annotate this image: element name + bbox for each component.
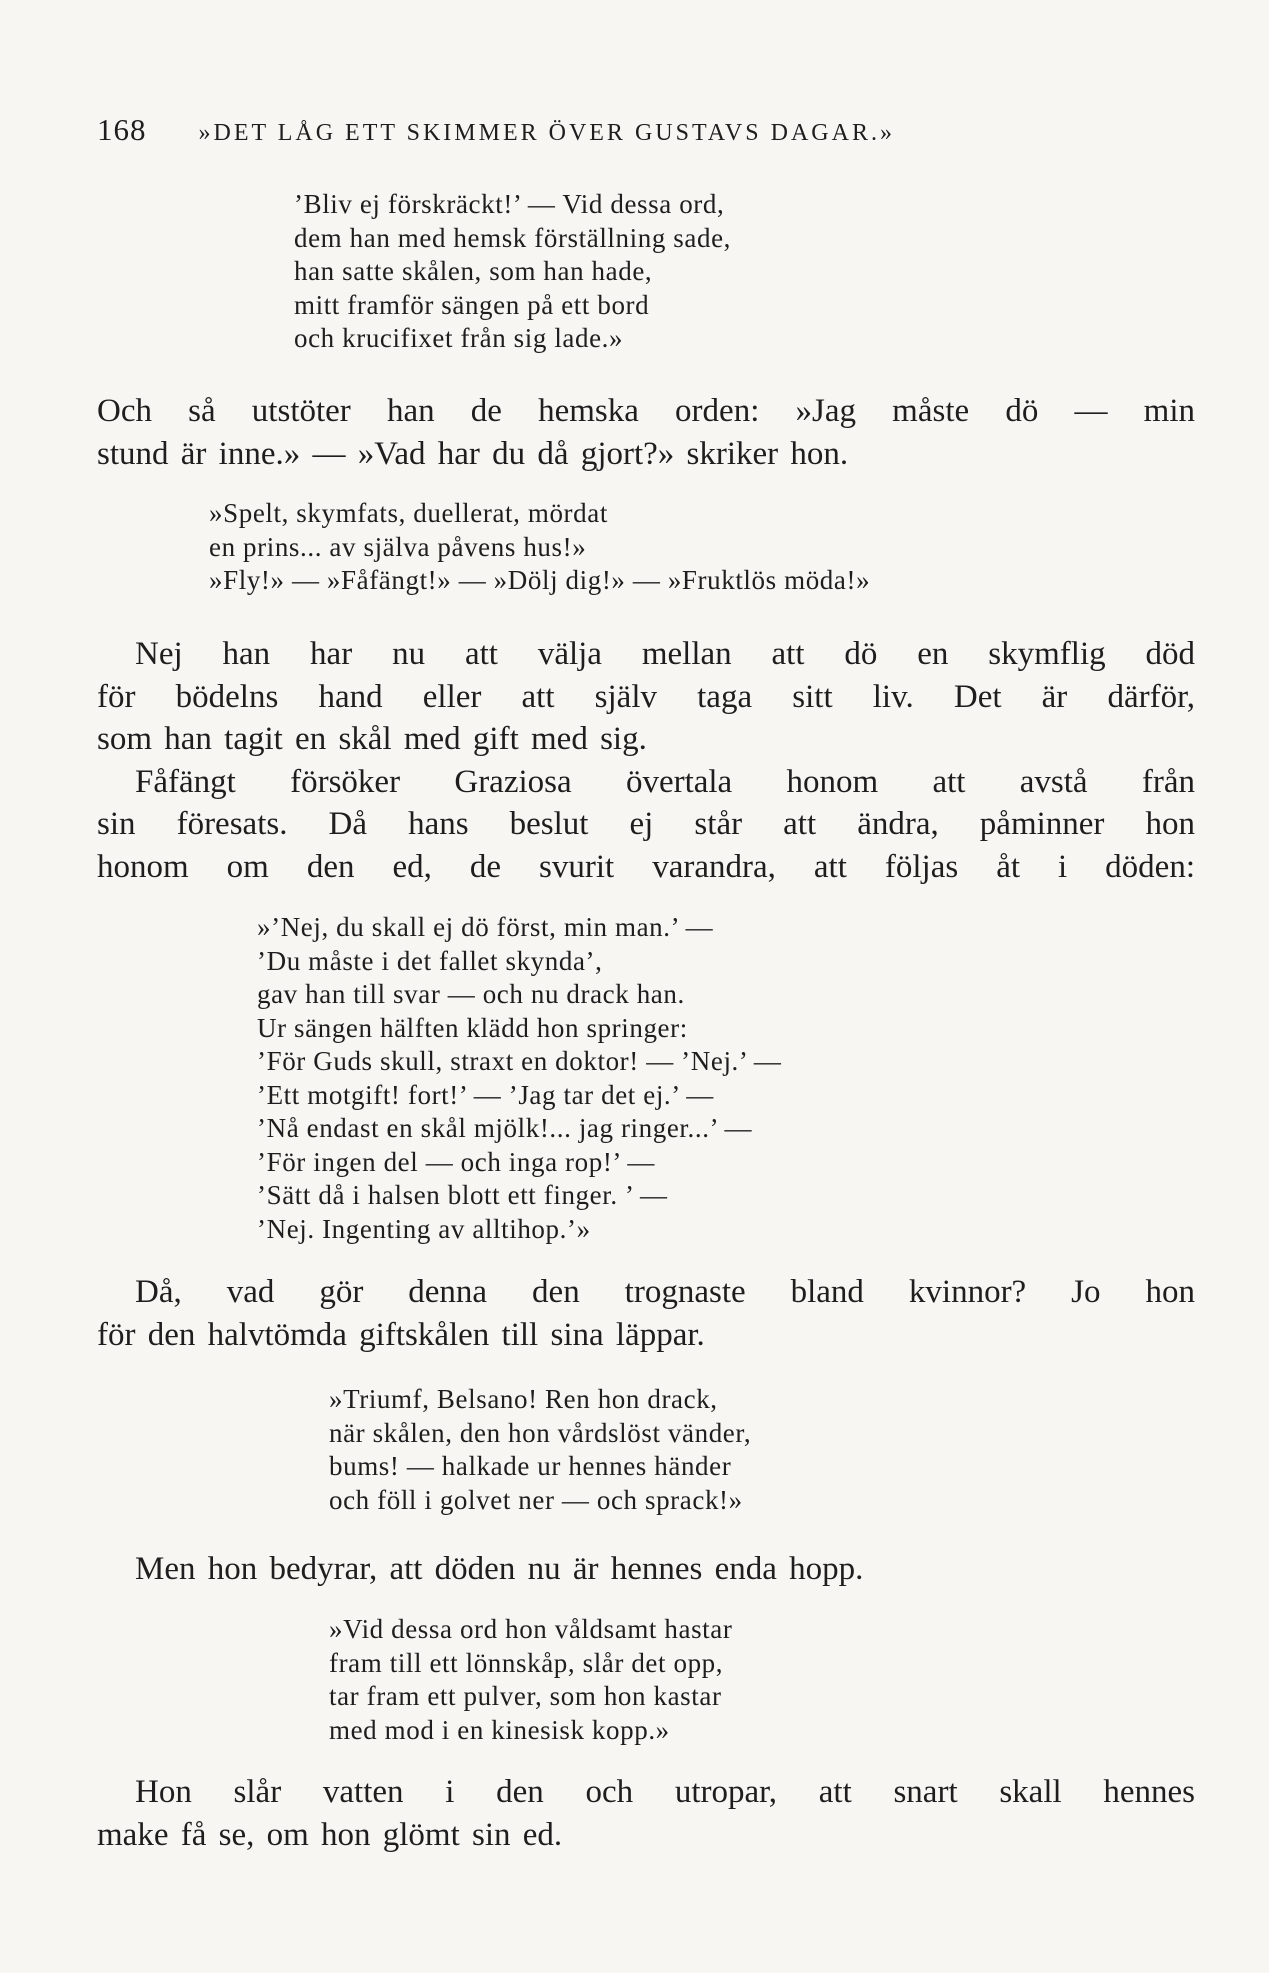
prose-line: stund är inne.» — »Vad har du då gjort?» skriker hon. xyxy=(97,435,849,472)
verse-line: och föll i golvet ner — och sprack!» xyxy=(329,1484,743,1515)
prose-line: Då, vad gör denna den trognaste bland kvinnor? Jo hon xyxy=(135,1274,1195,1310)
prose-line: Och så utstöter han de hemska orden: »Jag måste dö — min xyxy=(97,393,1195,429)
prose-line: sin föresats. Då hans beslut ej står att ändra, påminner hon xyxy=(97,806,1195,842)
verse-line: med mod i en kinesisk kopp.» xyxy=(329,1714,670,1745)
verse-line: »Vid dessa ord hon våldsamt hastar xyxy=(329,1614,733,1644)
verse-quote-1 xyxy=(294,188,731,356)
page-number: 168 xyxy=(97,112,147,147)
prose-line: Nej han har nu att välja mellan att dö en skymflig död xyxy=(135,636,1195,672)
prose-line: som han tagit en skål med gift med sig. xyxy=(97,721,647,757)
verse-line: dem han med hemsk förställning sade, xyxy=(294,222,732,253)
verse-line: ’Bliv ej förskräckt!’ — Vid dessa ord, xyxy=(294,189,725,219)
paragraph-2 xyxy=(97,633,1195,888)
verse-line: ’Nå endast en skål mjölk!... jag ringer...’ — xyxy=(257,1113,753,1143)
verse-line: mitt framför sängen på ett bord xyxy=(294,289,650,320)
prose-line: för bödelns hand eller att själv taga sitt liv. Det är därför, xyxy=(97,678,1195,715)
prose-line: Hon slår vatten i den och utropar, att snart skall hennes xyxy=(135,1774,1195,1810)
running-head xyxy=(97,112,1197,148)
verse-line: han satte skålen, som han hade, xyxy=(294,256,653,286)
verse-line: tar fram ett pulver, som hon kastar xyxy=(329,1681,722,1711)
verse-line: ’För Guds skull, straxt en doktor! — ’Nej.’ — xyxy=(257,1046,782,1076)
verse-line: när skålen, den hon vårdslöst vänder, xyxy=(329,1417,752,1448)
verse-line: »Spelt, skymfats, duellerat, mördat xyxy=(209,498,608,528)
prose-line: för den halvtömda giftskålen till sina läppar. xyxy=(97,1316,705,1353)
verse-line: ’Du måste i det fallet skynda’, xyxy=(257,945,603,976)
verse-quote-5 xyxy=(329,1613,732,1747)
verse-line: ’Ett motgift! fort!’ — ’Jag tar det ej.’ — xyxy=(257,1079,714,1110)
paragraph-3 xyxy=(97,1271,1195,1356)
paragraph-5 xyxy=(97,1771,1195,1856)
prose-line: honom om den ed, de svurit varandra, att följas åt i döden: xyxy=(97,848,1195,885)
paragraph-4 xyxy=(135,1548,1195,1591)
paragraph-1 xyxy=(97,390,1195,475)
verse-line: ’Nej. Ingenting av alltihop.’» xyxy=(257,1213,591,1244)
verse-line: fram till ett lönnskåp, slår det opp, xyxy=(329,1647,724,1678)
verse-line: bums! — halkade ur hennes händer xyxy=(329,1451,732,1481)
verse-line: ’För ingen del — och inga rop!’ — xyxy=(257,1146,655,1177)
verse-line: och krucifixet från sig lade.» xyxy=(294,323,624,353)
verse-line: gav han till svar — och nu drack han. xyxy=(257,979,685,1009)
prose-line: Fåfängt försöker Graziosa övertala honom att avstå från xyxy=(135,763,1195,800)
verse-line: »Triumf, Belsano! Ren hon drack, xyxy=(329,1384,718,1414)
running-title: »DET LÅG ETT SKIMMER ÖVER GUSTAVS DAGAR.» xyxy=(198,120,895,146)
prose-line: make få se, om hon glömt sin ed. xyxy=(97,1816,563,1853)
verse-line: »’Nej, du skall ej dö först, min man.’ — xyxy=(257,912,714,942)
prose-line: Men hon bedyrar, att döden nu är hennes enda hopp. xyxy=(135,1551,864,1587)
verse-quote-4 xyxy=(329,1383,751,1517)
verse-quote-3 xyxy=(257,911,781,1246)
verse-line: en prins... av själva påvens hus!» xyxy=(209,531,587,562)
verse-line: ’Sätt då i halsen blott ett finger. ’ — xyxy=(257,1180,668,1210)
verse-line: Ur sängen hälften klädd hon springer: xyxy=(257,1012,688,1043)
verse-line: »Fly!» — »Fåfängt!» — »Dölj dig!» — »Fruktlös möda!» xyxy=(209,565,871,595)
verse-quote-2 xyxy=(209,497,870,598)
